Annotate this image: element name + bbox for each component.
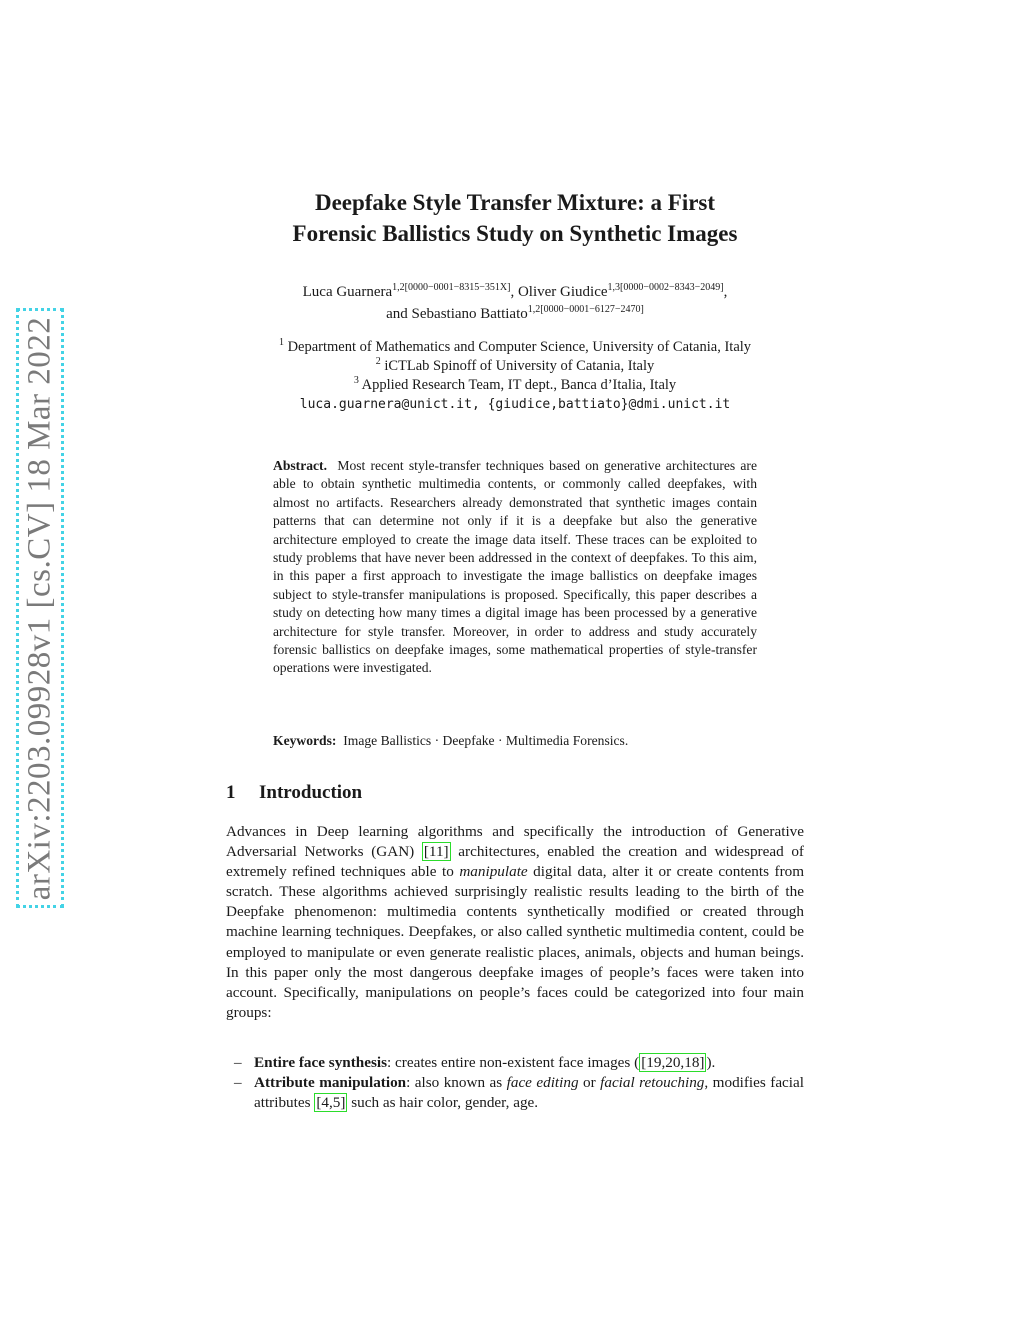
author-3-orcid[interactable]: 1,2[0000−0001−6127−2470] — [527, 304, 644, 315]
affiliation-1: $^1$ Department of Mathematics and Computer Science, University of Catania, Italy — [278, 337, 752, 355]
list-item: – Entire face synthesis: creates entire non-existent face images ( [19,20,18] ). — [234, 1054, 716, 1071]
intro-paragraph: Advances in Deep learning algorithms and specifically the introduction of Generative Adversarial Networks (GAN) [11] architectures, enabled the creation and widespread of extremely refined techniques able to manipulate digital data, alter it or create contents from scratch. These algorithms achieved surprisingly realistic results leading to the birth of the Deepfake phenomenon: multimedia contents synthetically modified or created through machine learning techniques. Deepfakes, or also called synthetic multimedia content, could be employed to manipulate or even generate realistic places, animals, objects and human beings. In this paper only the most dangerous deepfake images of people’s faces were taken into account. Specifically, manipulations on people’s faces could be categorized into four main groups: — [226, 823, 805, 1021]
section-title: Introduction — [259, 782, 363, 803]
affiliation-3: $^3$ Applied Research Team, IT dept., Banca d’Italia, Italy — [353, 375, 677, 393]
emphasis: manipulate — [459, 863, 528, 881]
citation-link[interactable]: [4,5] — [316, 1094, 346, 1112]
author-1-orcid[interactable]: 1,2[0000−0001−8315−351X] — [392, 282, 511, 293]
section-heading — [226, 782, 362, 804]
bullet-list — [226, 1053, 804, 1113]
abstract-label: Abstract. — [273, 458, 327, 473]
citation-link[interactable]: [19,20,18] — [641, 1054, 705, 1071]
section-number: 1 — [226, 782, 236, 803]
arxiv-sidebar — [16, 308, 64, 908]
paper-title — [200, 187, 830, 249]
title-line-2: Forensic Ballistics Study on Synthetic Images — [292, 221, 738, 246]
author-2-orcid[interactable]: 1,3[0000−0002−8343−2049] — [607, 282, 724, 293]
affiliation-2: $^2$ iCTLab Spinoff of University of Catania, Italy — [375, 356, 655, 374]
arxiv-id[interactable]: arXiv:2203.09928v1 [cs.CV] 18 Mar 2022 — [21, 316, 58, 900]
affiliations — [200, 338, 830, 414]
email-addresses: luca.guarnera@unict.it, {giudice,battiato}@dmi.unict.it — [299, 397, 731, 412]
title-line-1: Deepfake Style Transfer Mixture: a First — [314, 190, 716, 215]
author-2: Oliver Giudice — [517, 284, 608, 300]
keywords-label: Keywords: — [273, 733, 337, 748]
author-1: Luca Guarnera — [302, 284, 393, 300]
keywords — [273, 732, 757, 750]
citation-link[interactable]: [11] — [423, 843, 449, 861]
list-item: – Attribute manipulation: also known as face editing or facial retouching, modifies facial attributes [4,5] such as hair color, gender, age. — [234, 1074, 804, 1112]
author-list: Luca Guarnera$^{1,2[0000-0001-8315-351X]}$, Oliver Giudice$^{1,3[0000-0002-8343-2049]}$, and Sebastiano Battiato$^{1,2[0000-0001-6127-2470]}$ — [302, 282, 728, 322]
abstract — [273, 457, 757, 678]
author-3: and Sebastiano Battiato — [386, 306, 528, 322]
keywords-text: Image Ballistics · Deepfake · Multimedia Forensics. — [343, 733, 629, 748]
abstract-text: Most recent style-transfer techniques based on generative architectures are able to obtain synthetic multimedia contents, or commonly called deepfakes, with almost no artifacts. Researchers already demonstrated that synthetic images contain patterns that can determine not only if it is a deepfake but also the generative architecture employed to create the image data itself. These traces can be exploited to study problems that have never been addressed in the context of deepfakes. To this aim, in this paper a first approach to investigate the image ballistics on deepfake images subject to style-transfer manipulations is proposed. Specifically, this paper describes a study on detecting how many times a digital image has been processed by a generative architecture for style transfer. Moreover, in order to address and study accurately forensic ballistics on deepfake images, some mathematical properties of style-transfer operations were investigated. — [273, 458, 757, 676]
